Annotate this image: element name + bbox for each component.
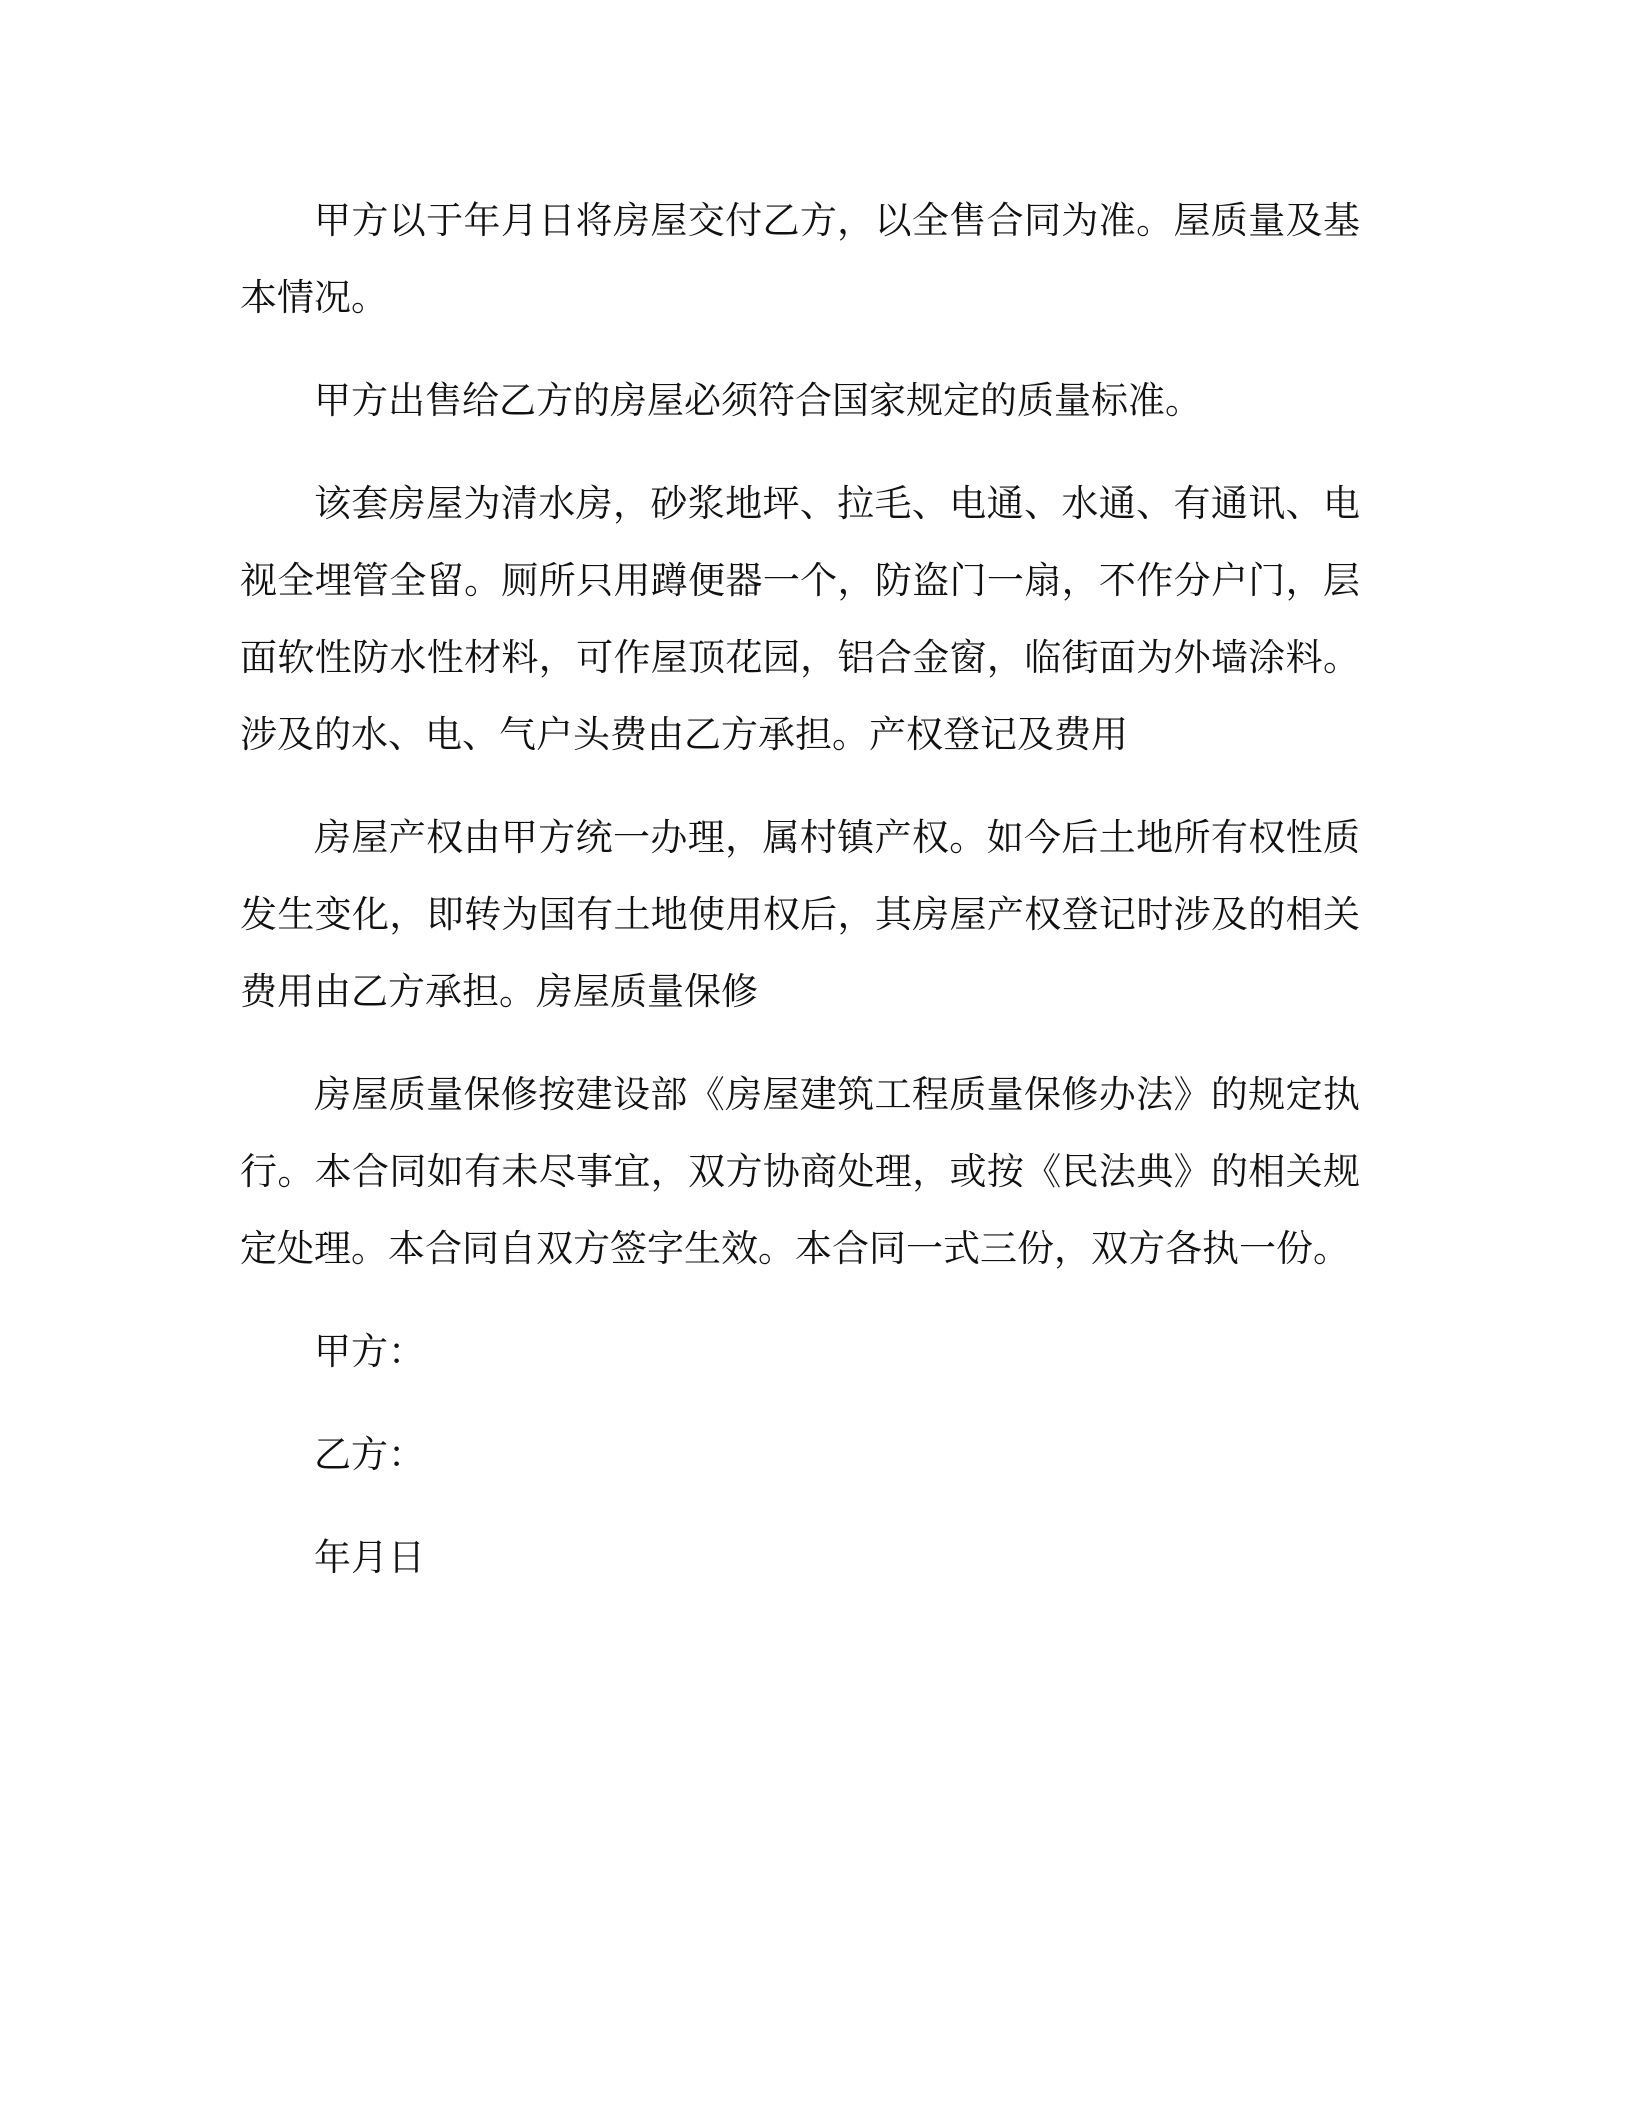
paragraph-quality-standard: 甲方出售给乙方的房屋必须符合国家规定的质量标准。	[314, 379, 1202, 422]
signature-date: 年月日	[314, 1536, 425, 1579]
paragraph-delivery: 甲方以于年月日将房屋交付乙方，以全售合同为准。屋质量及基本情况。	[240, 199, 1360, 319]
paragraph-house-condition: 该套房屋为清水房，砂浆地坪、拉毛、电通、水通、有通讯、电视全埋管全留。厕所只用蹲便器一个，防盗门一扇，不作分户门，层面软性防水性材料，可作屋顶花园，铝合金窗，临街面为外墙涂料。涉及的水、电、气户头费由乙方承担。产权登记及费用	[240, 482, 1360, 756]
paragraph-warranty: 房屋质量保修按建设部《房屋建筑工程质量保修办法》的规定执行。本合同如有未尽事宜，双方协商处理，或按《民法典》的相关规定处理。本合同自双方签字生效。本合同一式三份，双方各执一份。	[240, 1073, 1360, 1270]
document-body	[240, 182, 1360, 1622]
signature-party-a: 甲方：	[314, 1330, 425, 1373]
paragraph-property-rights: 房屋产权由甲方统一办理，属村镇产权。如今后土地所有权性质发生变化，即转为国有土地使用权后，其房屋产权登记时涉及的相关费用由乙方承担。房屋质量保修	[240, 816, 1360, 1013]
signature-party-b: 乙方：	[314, 1433, 425, 1476]
